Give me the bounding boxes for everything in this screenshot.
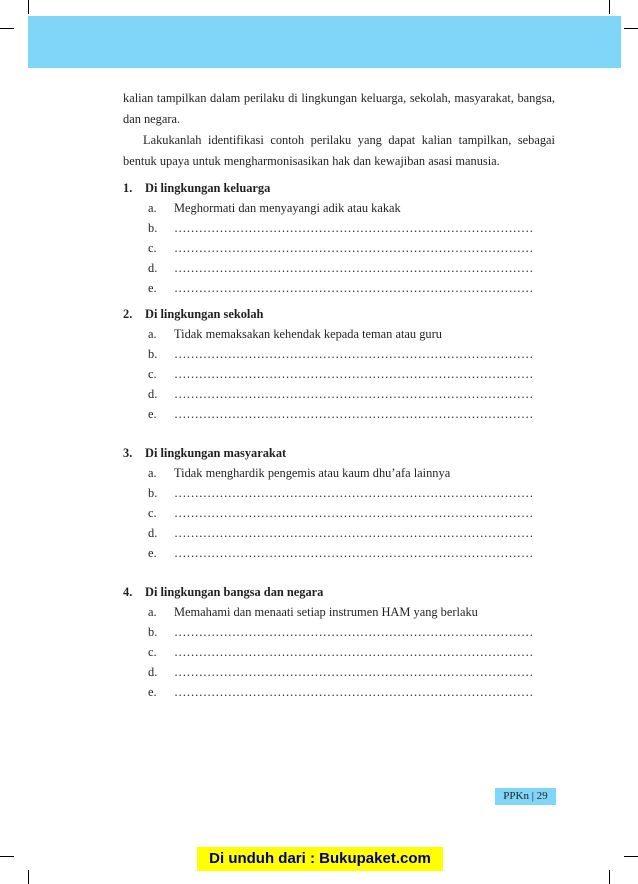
list-item <box>148 218 555 238</box>
item-text: …………………………………………………………………………… <box>174 241 534 255</box>
item-letter: d. <box>148 261 158 275</box>
list-item <box>148 642 555 662</box>
crop-mark <box>609 870 610 884</box>
list-item <box>148 523 555 543</box>
section-heading <box>123 443 555 463</box>
item-list <box>148 324 555 424</box>
list-item <box>148 384 555 404</box>
item-letter: a. <box>148 466 157 480</box>
item-text: …………………………………………………………………………… <box>174 486 534 500</box>
item-text: …………………………………………………………………………… <box>174 347 534 361</box>
item-letter: c. <box>148 506 157 520</box>
item-text: …………………………………………………………………………… <box>174 685 534 699</box>
crop-mark <box>624 28 638 29</box>
item-list <box>148 463 555 563</box>
header-band <box>28 16 621 68</box>
section-1 <box>123 178 555 298</box>
crop-mark <box>0 856 14 857</box>
item-letter: b. <box>148 486 158 500</box>
section-number: 3. <box>123 446 133 460</box>
item-letter: e. <box>148 407 157 421</box>
crop-mark <box>624 856 638 857</box>
item-text: …………………………………………………………………………… <box>174 546 534 560</box>
item-text: Memahami dan menaati setiap instrumen HAM yang berlaku <box>174 605 478 619</box>
list-item <box>148 278 555 298</box>
item-letter: b. <box>148 347 158 361</box>
item-text: …………………………………………………………………………… <box>174 506 534 520</box>
item-letter: d. <box>148 526 158 540</box>
list-item <box>148 324 555 344</box>
crop-mark <box>28 870 29 884</box>
section-3 <box>123 443 555 563</box>
item-text: …………………………………………………………………………… <box>174 645 534 659</box>
list-item <box>148 602 555 622</box>
list-item <box>148 364 555 384</box>
item-letter: e. <box>148 685 157 699</box>
item-list <box>148 602 555 702</box>
item-letter: b. <box>148 625 158 639</box>
list-item <box>148 238 555 258</box>
page-content <box>123 88 555 702</box>
item-text: …………………………………………………………………………… <box>174 261 534 275</box>
list-item <box>148 503 555 523</box>
item-letter: c. <box>148 645 157 659</box>
item-letter: b. <box>148 221 158 235</box>
download-banner[interactable]: Di unduh dari : Bukupaket.com <box>197 847 443 871</box>
item-text: …………………………………………………………………………… <box>174 221 534 235</box>
item-letter: e. <box>148 546 157 560</box>
section-number: 1. <box>123 181 133 195</box>
section-number: 4. <box>123 585 133 599</box>
item-list <box>148 198 555 298</box>
list-item <box>148 344 555 364</box>
section-number: 2. <box>123 307 133 321</box>
item-text: Tidak menghardik pengemis atau kaum dhu’afa lainnya <box>174 466 451 480</box>
item-text: Tidak memaksakan kehendak kepada teman atau guru <box>174 327 442 341</box>
item-letter: a. <box>148 327 157 341</box>
item-letter: d. <box>148 387 158 401</box>
section-heading <box>123 304 555 324</box>
list-item <box>148 198 555 218</box>
section-title: Di lingkungan masyarakat <box>145 446 287 460</box>
item-letter: a. <box>148 201 157 215</box>
section-2 <box>123 304 555 424</box>
item-letter: c. <box>148 241 157 255</box>
item-letter: a. <box>148 605 157 619</box>
intro-paragraph: kalian tampilkan dalam perilaku di lingkungan keluarga, sekolah, masyarakat, bangsa, dan negara. <box>123 91 555 126</box>
item-text: …………………………………………………………………………… <box>174 407 534 421</box>
list-item <box>148 622 555 642</box>
section-title: Di lingkungan keluarga <box>145 181 271 195</box>
list-item <box>148 682 555 702</box>
item-text: …………………………………………………………………………… <box>174 281 534 295</box>
section-title: Di lingkungan sekolah <box>145 307 264 321</box>
item-text: …………………………………………………………………………… <box>174 526 534 540</box>
item-text: …………………………………………………………………………… <box>174 367 534 381</box>
list-item <box>148 404 555 424</box>
crop-mark <box>609 0 610 14</box>
item-text: Meghormati dan menyayangi adik atau kakak <box>174 201 401 215</box>
page-number-badge: PPKn | 29 <box>495 788 556 805</box>
item-letter: e. <box>148 281 157 295</box>
item-letter: c. <box>148 367 157 381</box>
item-text: …………………………………………………………………………… <box>174 665 534 679</box>
item-text: …………………………………………………………………………… <box>174 625 534 639</box>
section-heading <box>123 582 555 602</box>
section-heading <box>123 178 555 198</box>
crop-mark <box>28 0 29 14</box>
list-item <box>148 662 555 682</box>
section-title: Di lingkungan bangsa dan negara <box>145 585 324 599</box>
intro-paragraph: Lakukanlah identifikasi contoh perilaku yang dapat kalian tampilkan, sebagai bentuk upaya untuk mengharmonisasikan hak dan kewajiban asasi manusia. <box>123 133 555 168</box>
crop-mark <box>0 28 14 29</box>
list-item <box>148 543 555 563</box>
item-text: …………………………………………………………………………… <box>174 387 534 401</box>
list-item <box>148 258 555 278</box>
intro-text <box>123 88 555 172</box>
list-item <box>148 463 555 483</box>
list-item <box>148 483 555 503</box>
item-letter: d. <box>148 665 158 679</box>
section-4 <box>123 582 555 702</box>
